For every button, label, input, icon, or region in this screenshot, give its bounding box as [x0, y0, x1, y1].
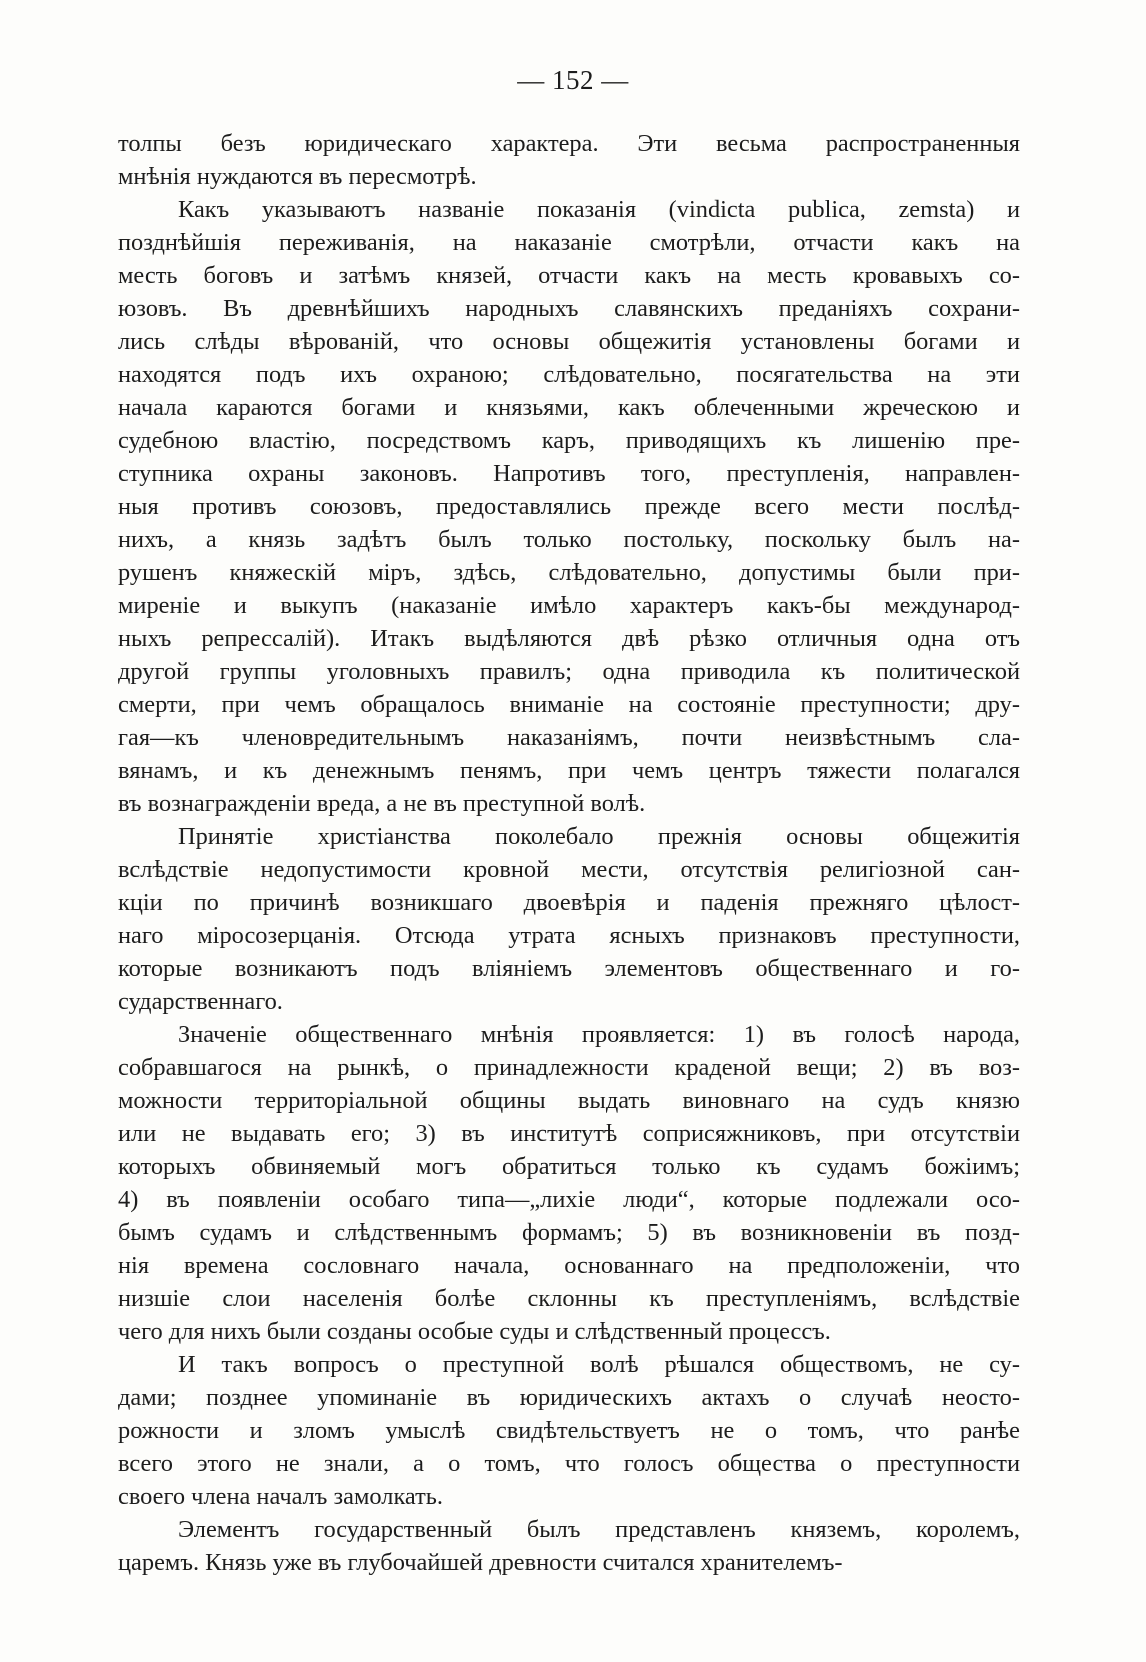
text-line: или не выдавать его; 3) въ институтѣ соприсяжниковъ, при отсутствіи [118, 1120, 1020, 1147]
text-line: рожности и зломъ умыслѣ свидѣтельствуетъ не о томъ, что ранѣе [118, 1417, 1020, 1444]
text-line: находятся подъ ихъ охраною; слѣдовательно, посягательства на эти [118, 361, 1020, 388]
text-line: Значеніе общественнаго мнѣнія проявляется: 1) въ голосѣ народа, [178, 1021, 1020, 1048]
text-line: 4) въ появленіи особаго типа—„лихіе люди“, которые подлежали осо- [118, 1186, 1020, 1213]
text-line: начала караются богами и князьями, какъ облеченными жреческою и [118, 394, 1020, 421]
text-line: можности территоріальной общины выдать виновнаго на судъ князю [118, 1087, 1020, 1114]
text-line: наго міросозерцанія. Отсюда утрата ясныхъ признаковъ преступности, [118, 922, 1020, 949]
text-line: мнѣнія нуждаются въ пересмотрѣ. [118, 163, 477, 190]
text-line: всего этого не знали, а о томъ, что голосъ общества о преступности [118, 1450, 1020, 1477]
text-line: Элементъ государственный былъ представленъ княземъ, королемъ, [178, 1516, 1020, 1543]
text-line: которыхъ обвиняемый могъ обратиться только къ судамъ божіимъ; [118, 1153, 1020, 1180]
text-line: чего для нихъ были созданы особые суды и слѣдственный процессъ. [118, 1318, 831, 1345]
text-line: нія времена сословнаго начала, основаннаго на предположеніи, что [118, 1252, 1020, 1279]
text-line: другой группы уголовныхъ правилъ; одна приводила къ политической [118, 658, 1020, 685]
text-line: смерти, при чемъ обращалось вниманіе на состояніе преступности; дру- [118, 691, 1020, 718]
text-line: гая—къ членовредительнымъ наказаніямъ, почти неизвѣстнымъ сла- [118, 724, 1020, 751]
text-line: месть боговъ и затѣмъ князей, отчасти какъ на месть кровавыхъ со- [118, 262, 1020, 289]
text-line: собравшагося на рынкѣ, о принадлежности краденой вещи; 2) въ воз- [118, 1054, 1020, 1081]
text-line: кціи по причинѣ возникшаго двоевѣрія и паденія прежняго цѣлост- [118, 889, 1020, 916]
text-line: Принятіе христіанства поколебало прежнія основы общежитія [178, 823, 1020, 850]
text-line: низшіе слои населенія болѣе склонны къ преступленіямъ, вслѣдствіе [118, 1285, 1020, 1312]
text-line: лись слѣды вѣрованій, что основы общежитія установлены богами и [118, 328, 1020, 355]
text-line: вянамъ, и къ денежнымъ пенямъ, при чемъ центръ тяжести полагался [118, 757, 1020, 784]
text-line: своего члена началъ замолкать. [118, 1483, 444, 1510]
page-number: — 152 — [517, 65, 629, 95]
text-line: ступника охраны законовъ. Напротивъ того, преступленія, направлен- [118, 460, 1020, 487]
text-line: которые возникаютъ подъ вліяніемъ элементовъ общественнаго и го- [118, 955, 1020, 982]
text-line: юзовъ. Въ древнѣйшихъ народныхъ славянскихъ преданіяхъ сохрани- [118, 295, 1020, 322]
text-line: вслѣдствіе недопустимости кровной мести, отсутствія религіозной сан- [118, 856, 1020, 883]
text-line: ныхъ репрессалій). Итакъ выдѣляются двѣ рѣзко отличныя одна отъ [118, 625, 1020, 652]
text-line: въ вознагражденіи вреда, а не въ преступной волѣ. [118, 790, 646, 817]
text-line: И такъ вопросъ о преступной волѣ рѣшался обществомъ, не су- [178, 1351, 1020, 1378]
text-line: миреніе и выкупъ (наказаніе имѣло характеръ какъ-бы международ- [118, 592, 1020, 619]
text-line: рушенъ княжескій міръ, здѣсь, слѣдовательно, допустимы были при- [118, 559, 1020, 586]
text-line: толпы безъ юридическаго характера. Эти весьма распространенныя [118, 130, 1020, 157]
text-line: Какъ указываютъ названіе показанія (vindicta publica, zemsta) и [178, 196, 1020, 223]
text-line: ныя противъ союзовъ, предоставлялись прежде всего мести послѣд- [118, 493, 1020, 520]
body-text [118, 127, 1020, 1579]
text-line: нихъ, а князь задѣтъ былъ только постольку, поскольку былъ на- [118, 526, 1020, 553]
text-line: сударственнаго. [118, 988, 283, 1015]
text-line: царемъ. Князь уже въ глубочайшей древности считался хранителемъ- [118, 1549, 843, 1576]
text-line: бымъ судамъ и слѣдственнымъ формамъ; 5) въ возникновеніи въ позд- [118, 1219, 1020, 1246]
text-line: дами; позднее упоминаніе въ юридическихъ актахъ о случаѣ неосто- [118, 1384, 1020, 1411]
text-line: позднѣйшія переживанія, на наказаніе смотрѣли, отчасти какъ на [118, 229, 1020, 256]
text-line: судебною властію, посредствомъ каръ, приводящихъ къ лишенію пре- [118, 427, 1020, 454]
